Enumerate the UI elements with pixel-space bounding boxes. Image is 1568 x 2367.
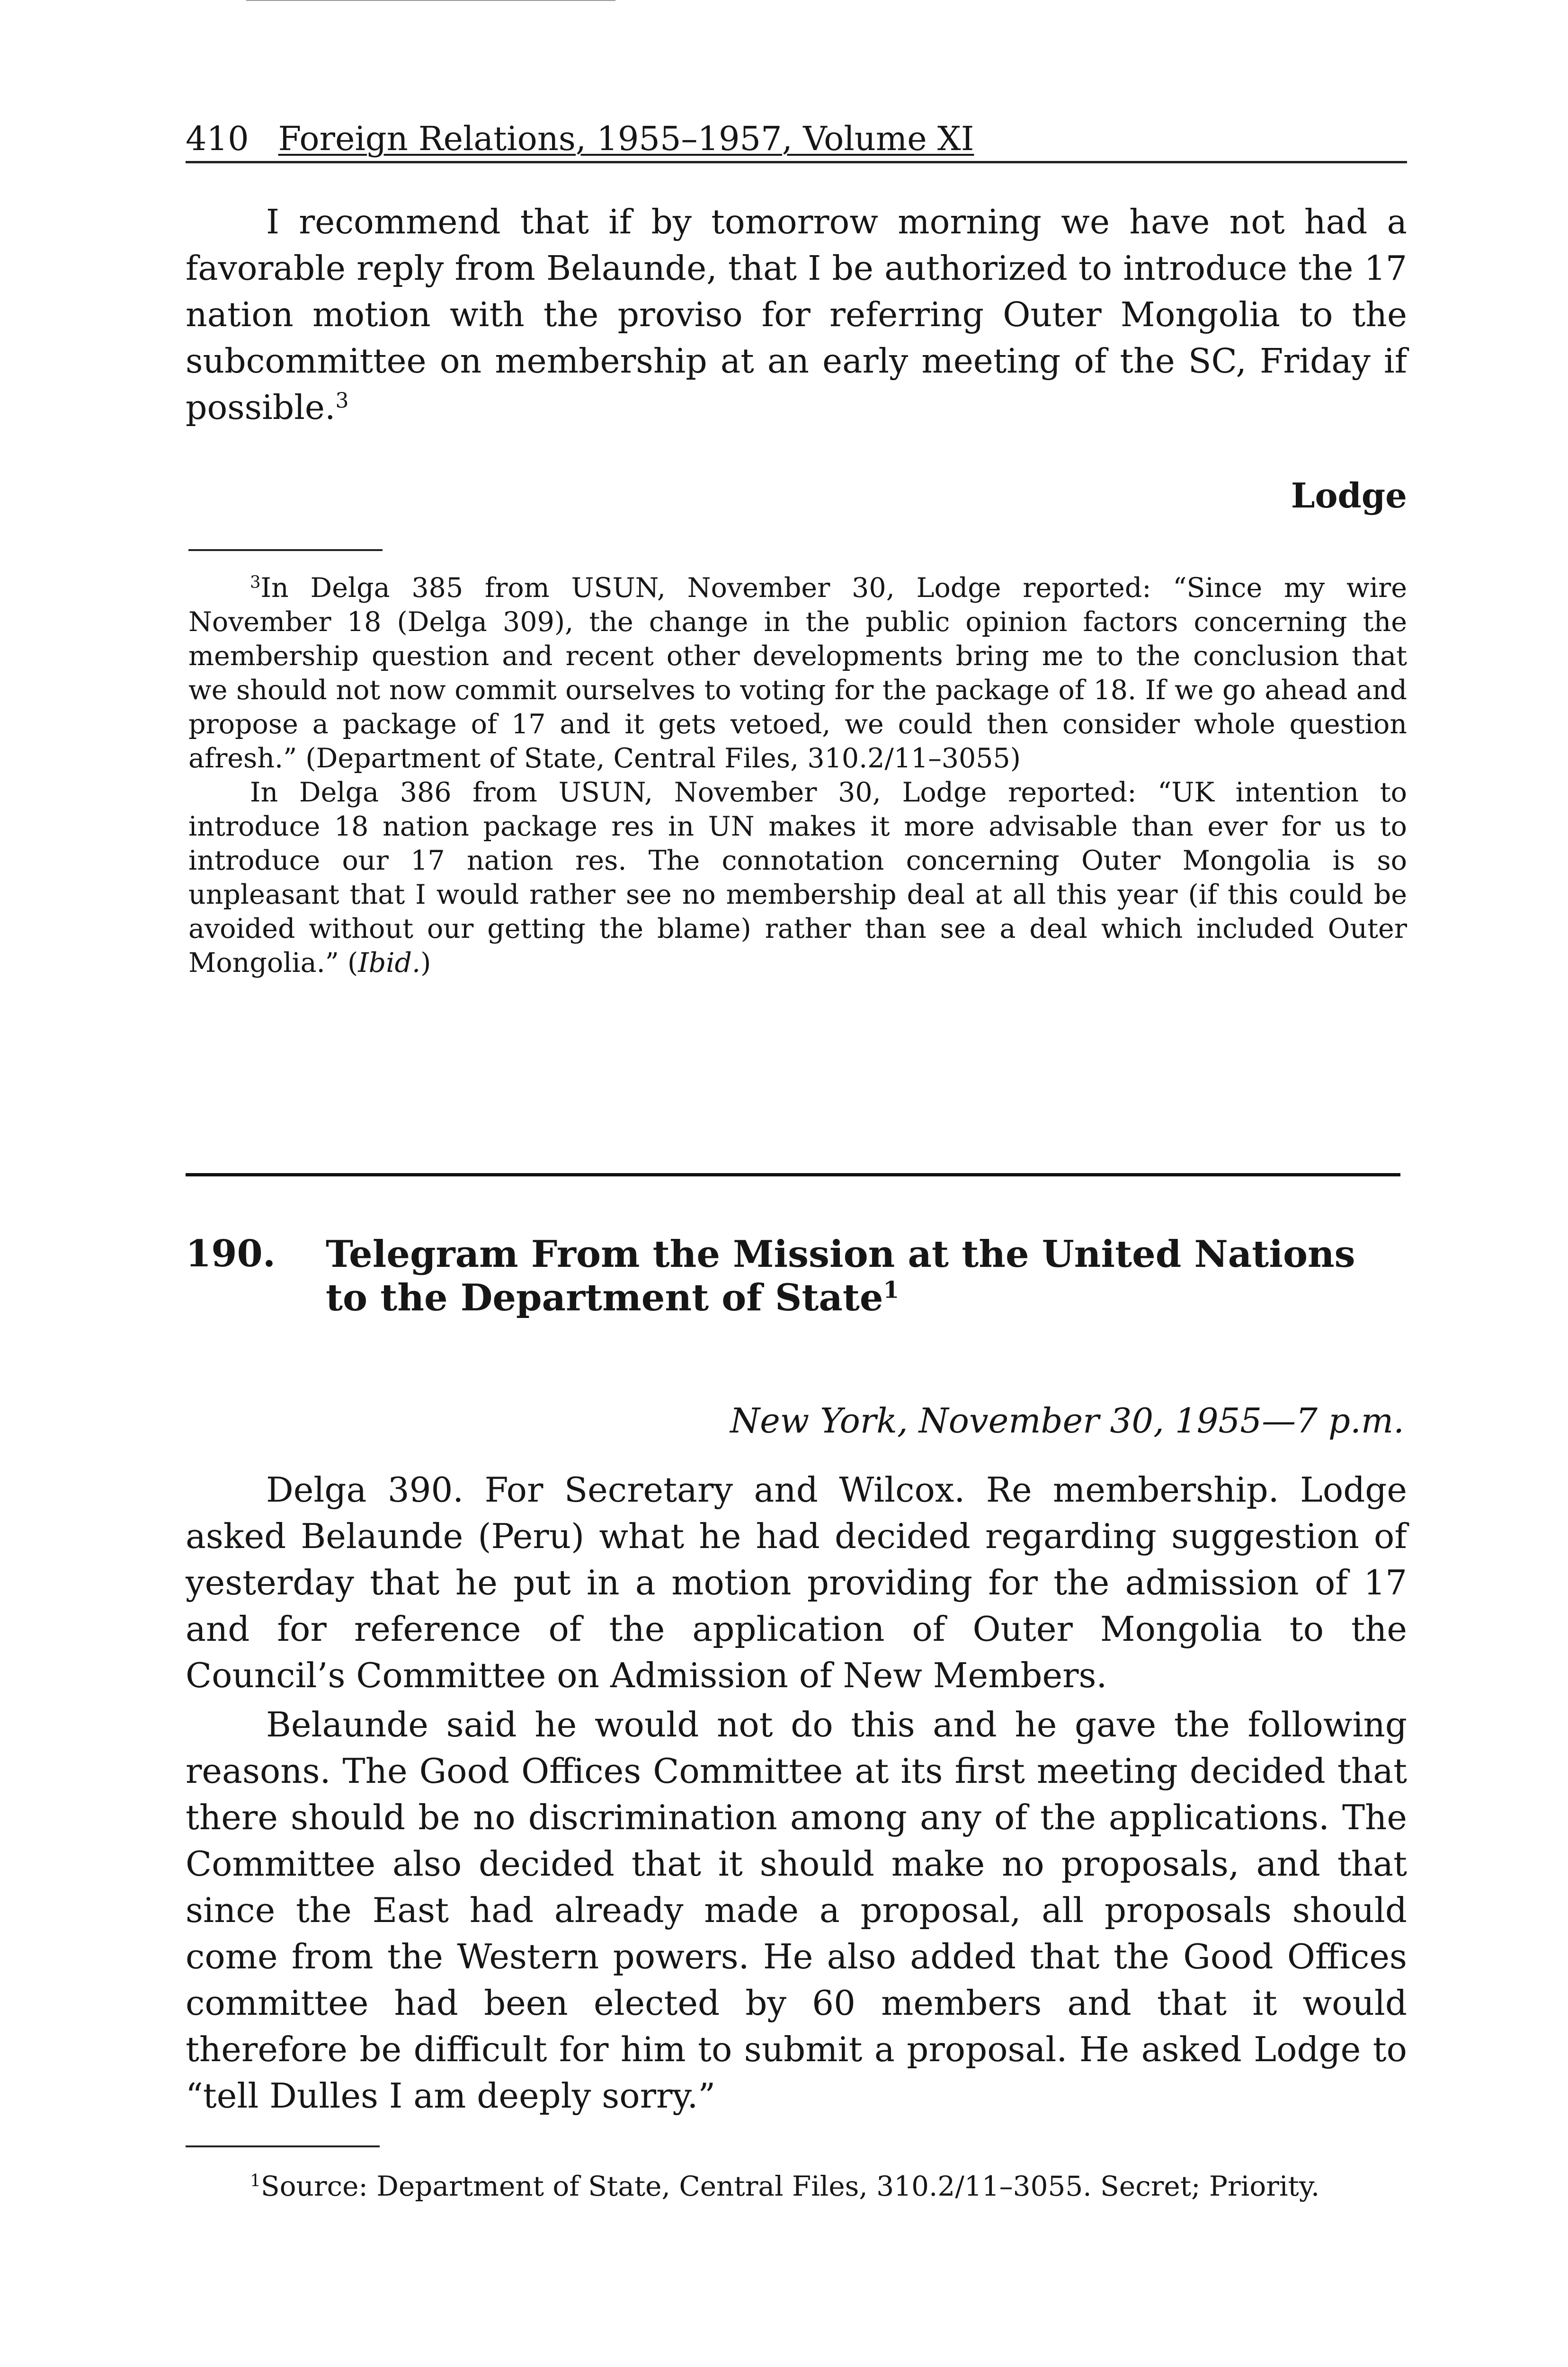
scan-edge-line bbox=[246, 0, 615, 1]
footnote-3 bbox=[188, 571, 1407, 980]
ibid-citation: Ibid. bbox=[358, 947, 421, 979]
page-number: 410 bbox=[186, 119, 249, 158]
title-footnote-ref: 1 bbox=[883, 1277, 900, 1304]
section-divider bbox=[186, 1173, 1400, 1176]
continuation-paragraph bbox=[186, 199, 1407, 431]
dateline: New York, November 30, 1955—7 p.m. bbox=[730, 1401, 1404, 1441]
footnote-1-text: Source: Department of State, Central Files, 310.2/11–3055. Secret; Priority. bbox=[260, 2170, 1320, 2202]
signature: Lodge bbox=[1291, 475, 1407, 516]
running-head bbox=[186, 117, 1407, 163]
footnote-divider bbox=[188, 549, 383, 551]
footnote-3-para-2: In Delga 386 from USUN, November 30, Lodge reported: “UK intention to introduce 18 nation package res in UN makes it more advisable than ever for us to introduce our 17 nation res. The connotation concerning Outer Mongolia is so unpleasant that I would rather see no membership deal at all this year (if this could be avoided without our getting the blame) rather than see a deal which included Outer Mongolia.” (Ibid.) bbox=[188, 777, 1407, 979]
footnote-1 bbox=[188, 2169, 1407, 2203]
body-paragraph-2: Belaunde said he would not do this and he gave the following reasons. The Good Offices Committee at its first meeting decided that there should be no discrimination among any of the applications. The Committee also decided that it should make no proposals, and that since the East had already made a proposal, all proposals should come from the Western powers. He also added that the Good Offices committee had been elected by 60 members and that it would therefore be difficult for him to submit a proposal. He asked Lodge to “tell Dulles I am deeply sorry.” bbox=[186, 1705, 1407, 2116]
footnote-ref-3: 3 bbox=[335, 388, 349, 413]
footnote-3-marker: 3 bbox=[250, 572, 261, 592]
volume-title: Foreign Relations, 1955–1957, Volume XI bbox=[278, 119, 974, 158]
footnote-divider-2 bbox=[186, 2145, 380, 2147]
footnote-3-para-1: $^3$In Delga 385 from USUN, November 30, Lodge reported: “Since my wire November 18 (Delga 309), the change in the public opinion factors concerning the membership question and recent other developments bring me to the conclusion that we should not now commit ourselves to voting for the package of 18. If we go ahead and propose a package of 17 and it gets vetoed, we could then consider whole question afresh.” (Department of State, Central Files, 310.2/11–3055) bbox=[188, 572, 1407, 774]
footnote-1-marker: 1 bbox=[250, 2171, 261, 2191]
document-title: Telegram From the Mission at the United Nations to the Department of State$^1$ bbox=[326, 1233, 1355, 1319]
body-paragraph-1: Delga 390. For Secretary and Wilcox. Re membership. Lodge asked Belaunde (Peru) what he had decided regarding suggestion of yesterday that he put in a motion providing for the admission of 17 and for reference of the application of Outer Mongolia to the Council’s Committee on Admission of New Members. bbox=[186, 1470, 1407, 1695]
continuation-text: I recommend that if by tomorrow morning we have not had a favorable reply from Belaunde, that I be authorized to introduce the 17 nation motion with the proviso for referring Outer Mongolia to the subcommittee on membership at an early meeting of the SC, Friday if possible. bbox=[186, 202, 1407, 427]
document-number: 190. bbox=[186, 1232, 276, 1275]
